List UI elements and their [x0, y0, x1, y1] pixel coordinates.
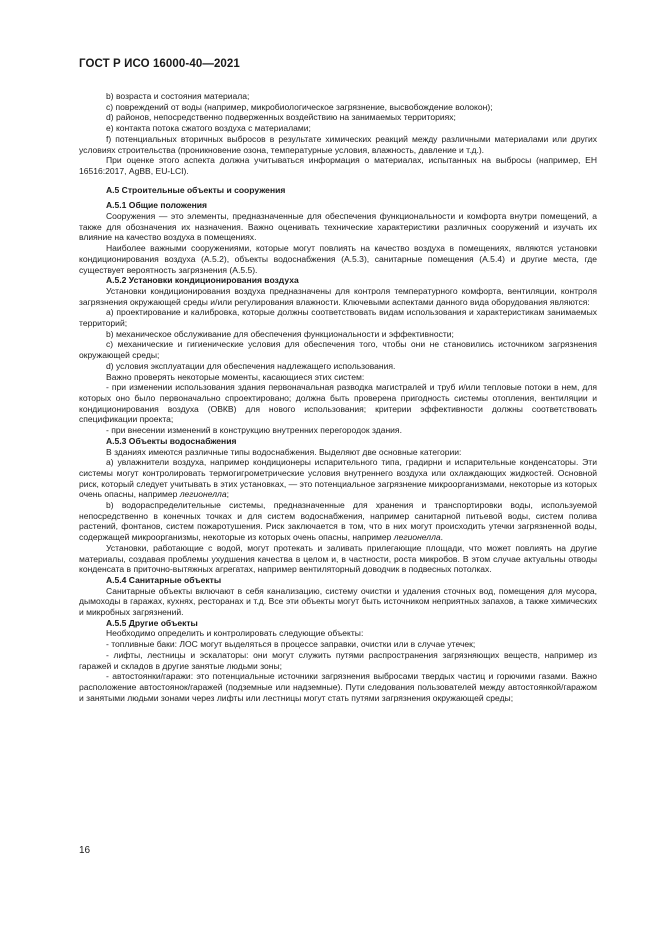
list-item: - автостоянки/гаражи: это потенциальные источники загрязнения выбросами твердых частиц и горючими газами. Важно расположение автостоянок/гаражей (подземные или надземные). Пути следования пользователей между автостоянкой/гаражом и занятыми людьми зонами через лифты или лестницы могут стать путями загрязнения окружающей среды; — [79, 671, 597, 703]
text-run: . — [440, 532, 444, 543]
text-run: ; — [226, 489, 229, 500]
paragraph: При оценке этого аспекта должна учитываться информация о материалах, испытанных на выбросы (например, ЕН 16516:2017, AgBB, EU-LCI). — [79, 155, 597, 176]
document-body — [79, 91, 597, 703]
list-item: d) районов, непосредственно подверженных воздействию на занимаемых территориях; — [106, 112, 456, 123]
text-run: b) водораспределительные системы, предназначенные для хранения и транспортировки воды, используемой непосредственно в конечных точках и для систем водоснабжения, например санитарной питьевой воды, систем полива растений, фонтанов, систем пожаротушения. Риск заключается в том, что в них могут происходить утечки загрязненной воды, содержащей микроорганизмы, некоторые из которых очень опасны, например — [79, 500, 597, 543]
paragraph: Важно проверять некоторые моменты, касающиеся этих систем: — [106, 371, 365, 382]
subsection-heading-a54: А.5.4 Санитарные объекты — [106, 574, 222, 585]
list-item: а) проектирование и калибровка, которые должны соответствовать видам использования и характеристикам занимаемых территорий; — [79, 307, 597, 329]
document-header: ГОСТ Р ИСО 16000-40—2021 — [79, 58, 240, 70]
list-item — [79, 457, 597, 500]
subsection-heading-a52: А.5.2 Установки кондиционирования воздуха — [106, 275, 299, 286]
paragraph: Сооружения — это элементы, предназначенные для обеспечения функциональности и комфорта внутри помещений, а также для обозначения их назначения. Важно оценивать технические характеристики различных сооружений и изучать их влияние на качество воздуха в помещениях. — [79, 211, 597, 243]
subsection-heading-a51: А.5.1 Общие положения — [106, 200, 208, 211]
page-number: 16 — [79, 845, 91, 856]
subsection-heading-a55: А.5.5 Другие объекты — [106, 617, 198, 628]
list-item: - лифты, лестницы и эскалаторы: они могут служить путями распространения загрязняющих веществ, например из гаражей и складов в другие занятые людьми зоны; — [79, 649, 597, 671]
list-item: b) возраста и состояния материала; — [106, 91, 250, 101]
list-item: - топливные баки: ЛОС могут выделяться в процессе заправки, очистки или в случае утечек; — [106, 639, 476, 650]
paragraph: Установки, работающие с водой, могут протекать и заливать прилегающие площади, что может повлиять на другие материалы, создавая проблемы ухудшения качества в целом и, в частности, роста микробов. В этом случае актуальны отводы конденсата в приточно-вытяжных агрегатах, например вентиляторный доводчик в подвесных потолках. — [79, 542, 597, 575]
italic-term: легионелла — [393, 532, 441, 543]
text-run: а) увлажнители воздуха, например кондиционеры испарительного типа, градирни и испарительные конденсаторы. Эти системы могут контролировать термогигрометрические условия внутреннего воздуха или охлаждающих жидкостей. Основной риск, который следует учитывать в этих установках, — это потенциальное загрязнение микроорганизмами, некоторые из которых очень опасны, например — [79, 457, 597, 500]
paragraph: Наиболее важными сооружениями, которые могут повлиять на качество воздуха в помещениях, являются установки кондиционирования воздуха (А.5.2), объекты водоснабжения (А.5.3), санитарные помещения (А.5.4) и другие места, где существует вероятность загрязнения (А.5.5). — [79, 243, 597, 275]
paragraph: Санитарные объекты включают в себя канализацию, систему очистки и удаления сточных вод, помещения для мусора, дымоходы в гаражах, кухнях, ресторанах и т.д. Все эти объекты могут быть источником неприятных запахов, а также химических и микробных загрязнений. — [79, 585, 597, 618]
paragraph: Необходимо определить и контролировать следующие объекты: — [106, 628, 364, 639]
paragraph: Установки кондиционирования воздуха предназначены для контроля температурного комфорта, вентиляции, контроля загрязнения окружающей среды и/или регулирования влажности. Ключевыми аспектами данного вида оборудования являются: — [79, 285, 597, 307]
list-item: c) повреждений от воды (например, микробиологическое загрязнение, высвобождение волокон); — [106, 101, 493, 112]
subsection-heading-a53: А.5.3 Объекты водоснабжения — [106, 435, 237, 446]
list-item: e) контакта потока сжатого воздуха с материалами; — [106, 123, 311, 134]
italic-term: легионелла — [179, 489, 227, 500]
list-item: f) потенциальных вторичных выбросов в результате химических реакций между различными материалами или других условиях строительства (проникновение озона, температурные условия, влажность, давление и т.д.). — [79, 133, 597, 155]
list-item — [79, 500, 597, 543]
list-item: - при внесении изменений в конструкцию внутренних перегородок здания. — [106, 425, 402, 436]
list-item: с) механические и гигиенические условия для обеспечения того, чтобы они не становились источником загрязнения окружающей среды; — [79, 339, 597, 361]
list-item: d) условия эксплуатации для обеспечения надлежащего использования. — [106, 360, 396, 371]
list-item: b) механическое обслуживание для обеспечения функциональности и эффективности; — [106, 328, 454, 339]
section-heading-a5: А.5 Строительные объекты и сооружения — [106, 184, 286, 195]
list-item: - при изменении использования здания первоначальная разводка магистралей и труб и/или тепловые потоки в нем, для которых оно было первоначально спроектировано; должна быть проверена пригодность системы отопления, вентиляции и кондиционирования воздуха (ОВКВ) для нового использования; критерии эффективности должны соответствовать спецификации проекта; — [79, 382, 597, 425]
paragraph: В зданиях имеются различные типы водоснабжения. Выделяют две основные категории: — [106, 446, 462, 457]
